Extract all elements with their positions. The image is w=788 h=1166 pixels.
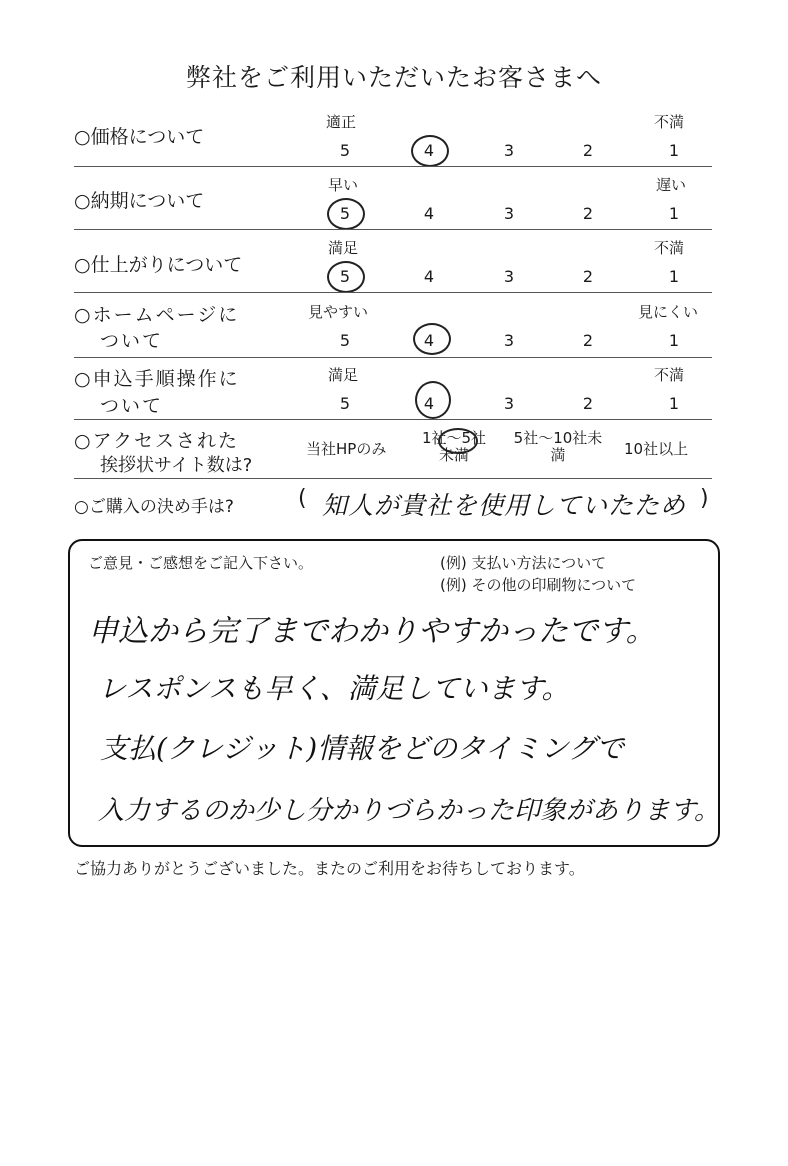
comments-prompt: ご意見・ご感想をご記入下さい。 — [88, 554, 314, 572]
order-option-4[interactable]: 4 — [423, 394, 435, 413]
homepage-selected-circle — [413, 323, 451, 355]
delivery-right-label: 遅い — [656, 176, 687, 194]
divider — [74, 229, 712, 230]
footer-thanks: ご協力ありがとうございました。またのご利用をお待ちしております。 — [74, 859, 585, 878]
question-price-label: ○価格について — [74, 126, 205, 148]
price-option-5[interactable]: 5 — [339, 141, 351, 160]
comment-line-1[interactable]: 申込から完了までわかりやすかったです。 — [88, 614, 656, 649]
homepage-option-1[interactable]: 1 — [668, 331, 680, 350]
question-order-label: ○申込手順操作に — [74, 368, 240, 390]
delivery-option-3[interactable]: 3 — [503, 204, 515, 223]
price-option-1[interactable]: 1 — [668, 141, 680, 160]
divider — [74, 478, 712, 479]
order-option-5[interactable]: 5 — [339, 394, 351, 413]
delivery-option-5[interactable]: 5 — [339, 204, 351, 223]
order-option-1[interactable]: 1 — [668, 394, 680, 413]
finish-option-1[interactable]: 1 — [668, 267, 680, 286]
divider — [74, 357, 712, 358]
homepage-left-label: 見やすい — [308, 303, 369, 321]
question-purchase-label: ○ご購入の決め手は? — [74, 497, 234, 517]
order-selected-circle — [415, 381, 451, 419]
question-delivery-label: ○納期について — [74, 190, 205, 212]
finish-option-5[interactable]: 5 — [339, 267, 351, 286]
comment-line-3[interactable]: 支払(クレジット)情報をどのタイミングで — [100, 732, 625, 765]
finish-selected-circle — [327, 261, 365, 293]
comment-line-4[interactable]: 入力するのか少し分かりづらかった印象があります。 — [98, 796, 720, 826]
access-option-own-site[interactable]: 当社HPのみ — [306, 440, 387, 458]
access-option-10-plus[interactable]: 10社以上 — [624, 440, 689, 458]
price-option-3[interactable]: 3 — [503, 141, 515, 160]
question-homepage-label-2: ついて — [100, 330, 164, 352]
comments-example-1: (例) 支払い方法について — [440, 554, 607, 572]
question-homepage-label: ○ホームページに — [74, 304, 240, 326]
homepage-option-3[interactable]: 3 — [503, 331, 515, 350]
finish-option-3[interactable]: 3 — [503, 267, 515, 286]
finish-option-4[interactable]: 4 — [423, 267, 435, 286]
delivery-left-label: 早い — [328, 176, 359, 194]
price-option-4[interactable]: 4 — [423, 141, 435, 160]
access-option-5-10[interactable]: 5社〜10社未満 — [513, 429, 603, 464]
price-left-label: 適正 — [326, 113, 357, 131]
access-option-1-5[interactable]: 1社〜5社未満 — [421, 429, 487, 464]
purchase-open-paren: ( — [298, 486, 307, 511]
divider — [74, 166, 712, 167]
delivery-option-1[interactable]: 1 — [668, 204, 680, 223]
question-access-label: ○アクセスされた — [74, 430, 240, 452]
purchase-close-paren: ) — [700, 486, 709, 511]
order-left-label: 満足 — [328, 366, 359, 384]
price-option-2[interactable]: 2 — [582, 141, 594, 160]
finish-option-2[interactable]: 2 — [582, 267, 594, 286]
page-title: 弊社をご利用いただいたお客さまへ — [185, 63, 602, 92]
question-access-label-2: 挨拶状サイト数は? — [100, 455, 253, 476]
finish-left-label: 満足 — [328, 239, 359, 257]
delivery-option-4[interactable]: 4 — [423, 204, 435, 223]
comments-example-2: (例) その他の印刷物について — [440, 576, 637, 594]
question-order-label-2: ついて — [100, 395, 164, 417]
access-selected-circle — [438, 428, 478, 454]
purchase-answer[interactable]: 知人が貴社を使用していたため — [322, 491, 687, 520]
comment-line-2[interactable]: レスポンスも早く、満足しています。 — [98, 672, 570, 705]
divider — [74, 292, 712, 293]
order-right-label: 不満 — [654, 366, 685, 384]
delivery-selected-circle — [327, 198, 365, 230]
divider — [74, 419, 712, 420]
homepage-option-5[interactable]: 5 — [339, 331, 351, 350]
homepage-right-label: 見にくい — [638, 303, 699, 321]
order-option-3[interactable]: 3 — [503, 394, 515, 413]
delivery-option-2[interactable]: 2 — [582, 204, 594, 223]
finish-right-label: 不満 — [654, 239, 685, 257]
price-right-label: 不満 — [654, 113, 685, 131]
homepage-option-2[interactable]: 2 — [582, 331, 594, 350]
price-selected-circle — [411, 135, 449, 167]
order-option-2[interactable]: 2 — [582, 394, 594, 413]
homepage-option-4[interactable]: 4 — [423, 331, 435, 350]
question-finish-label: ○仕上がりについて — [74, 254, 243, 276]
